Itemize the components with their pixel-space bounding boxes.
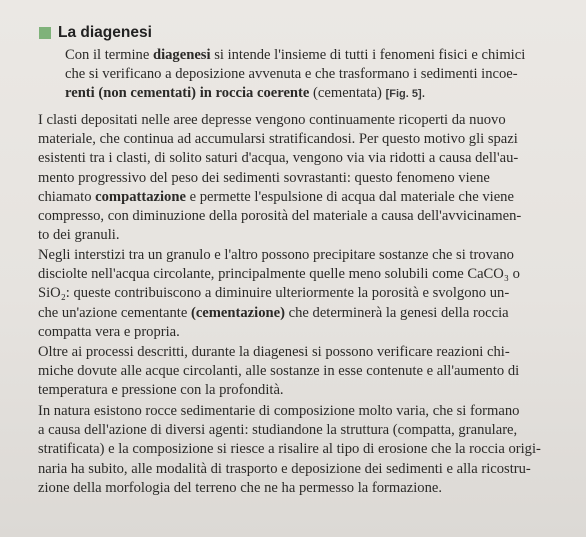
paragraph-reactions bbox=[38, 343, 578, 401]
key-term: (cementazione) bbox=[190, 304, 285, 321]
text-line: to dei granuli. bbox=[38, 227, 120, 244]
paragraph-cementation bbox=[38, 246, 578, 342]
text-line bbox=[65, 84, 580, 103]
paragraph-rock-types bbox=[38, 402, 578, 498]
text-span: (cementata) bbox=[309, 85, 386, 102]
text-line: stratificata) e la composizione si riesce a risalire al tipo di erosione che la roccia origi- bbox=[38, 441, 541, 458]
section-marker-icon bbox=[39, 27, 51, 39]
paragraph-compaction bbox=[38, 111, 578, 245]
text-span: che determinerà la genesi della roccia bbox=[284, 304, 509, 321]
text-line: SiO₂: queste contribuiscono a diminuire ulteriormente la porosità e svolgono un- bbox=[38, 285, 510, 302]
text-line bbox=[38, 304, 578, 323]
text-span: si intende l'insieme di tutti i fenomeni fisici e chimici bbox=[210, 47, 526, 63]
text-line: naria ha subito, alle modalità di trasporto e deposizione dei sedimenti e alla ricostru- bbox=[38, 460, 531, 477]
text-line: materiale, che continua ad accumularsi stratificandosi. Per questo motivo gli spazi bbox=[38, 131, 518, 148]
figure-reference: [Fig. 5] bbox=[385, 88, 422, 101]
section-title: La diagenesi bbox=[58, 24, 152, 41]
text-line: compresso, con diminuzione della porosità del materiale a causa dell'avvicinamen- bbox=[38, 207, 522, 224]
key-term: renti (non cementati) in roccia bbox=[65, 85, 257, 102]
text-span: che un'azione cementante bbox=[38, 304, 191, 321]
text-line: zione della morfologia del terreno che ne ha permesso la formazione. bbox=[38, 479, 442, 496]
text-line: temperatura e pressione con la profondità. bbox=[38, 382, 284, 399]
text-line: I clasti depositati nelle aree depresse vengono continuamente ricoperti da nuovo bbox=[38, 112, 506, 128]
section-heading bbox=[39, 24, 152, 42]
text-line: miche dovute alle acque circolanti, alle sostanze in esse contenute e all'aumento di bbox=[38, 363, 520, 380]
text-line: mento progressivo del peso dei sedimenti sovrastanti: questo fenomeno viene bbox=[38, 169, 490, 186]
text-line bbox=[38, 188, 578, 207]
text-line: che si verificano a deposizione avvenuta e che trasformano i sedimenti incoe- bbox=[65, 66, 518, 83]
text-line: compatta vera e propria. bbox=[38, 323, 180, 340]
text-line: esistenti tra i clasti, di solito saturi d'acqua, vengono via via ridotti a causa dell'au- bbox=[38, 150, 519, 167]
key-term: compattazione bbox=[95, 188, 186, 205]
text-line: disciolte nell'acqua circolante, principalmente quelle meno solubili come CaCO₃ o bbox=[38, 266, 520, 283]
text-span: e permette l'espulsione di acqua dal materiale che viene bbox=[185, 188, 514, 205]
text-line: Negli interstizi tra un granulo e l'altro possono precipitare sostanze che si trovano bbox=[38, 247, 514, 263]
text-line bbox=[65, 46, 580, 65]
text-line: In natura esistono rocce sedimentarie di composizione molto varia, che si formano bbox=[38, 403, 520, 419]
text-span: Con il termine bbox=[65, 47, 153, 63]
text-span: . bbox=[421, 85, 426, 102]
text-line: a causa dell'azione di diversi agenti: studiandone la struttura (compatta, granulare, bbox=[38, 422, 518, 439]
key-term: diagenesi bbox=[152, 47, 211, 63]
text-span: chiamato bbox=[38, 188, 96, 205]
intro-paragraph bbox=[65, 46, 580, 104]
text-line: Oltre ai processi descritti, durante la diagenesi si possono verificare reazioni chi- bbox=[38, 344, 510, 360]
key-term: coerente bbox=[256, 85, 310, 102]
